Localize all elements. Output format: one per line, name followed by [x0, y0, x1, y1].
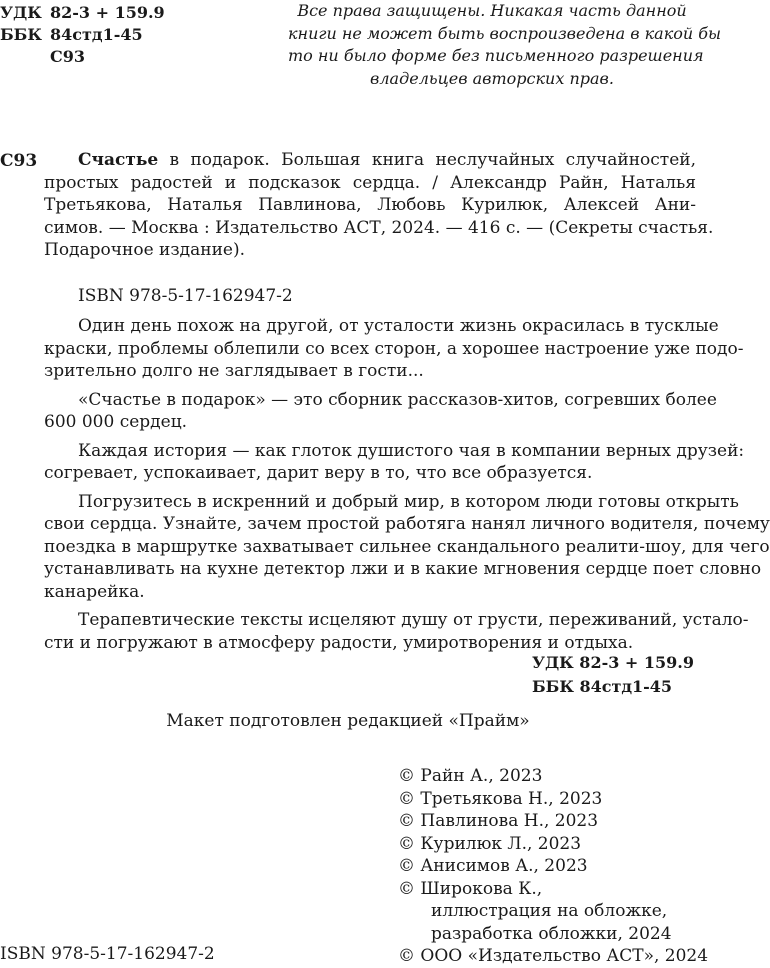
- bbk-row: [0, 24, 165, 46]
- annotation-line: краски, проблемы облепили со всех сторон, а хорошее настроение уже подо-: [44, 338, 744, 359]
- rights-line: то ни было форме без письменного разрешения: [288, 46, 704, 65]
- annotation-line: сти и погружают в атмосферу радости, умиротворения и отдыха.: [44, 632, 634, 653]
- copyright-line: © Анисимов А., 2023: [398, 856, 588, 876]
- bbk-key: ББК: [0, 25, 42, 44]
- annotation: [44, 315, 770, 654]
- copyright-line: © Широкова К.,: [398, 878, 543, 899]
- classification-codes-top: [0, 2, 165, 68]
- annotation-line: Погрузитесь в искренний и добрый мир, в котором люди готовы открыть: [78, 491, 739, 512]
- annotation-line: поездка в маршрутке захватывает сильнее скандального реалити-шоу, для чего: [44, 536, 770, 557]
- rights-line: книги не может быть воспроизведена в какой бы: [288, 23, 722, 43]
- rights-line: владельцев авторских прав.: [370, 68, 614, 88]
- annotation-line: Каждая история — как глоток душистого чая в компании верных друзей:: [78, 440, 745, 461]
- layout-note: Макет подготовлен редакцией «Прайм»: [166, 711, 530, 731]
- copyright-line: © Павлинова Н., 2023: [398, 811, 599, 831]
- annotation-line: 600 000 сердец.: [44, 412, 188, 432]
- biblio-line: простых радостей и подсказок сердца. / Александр Райн, Наталья: [44, 172, 696, 193]
- copyright-line: иллюстрация на обложке,: [431, 901, 668, 921]
- bbk-code: ББК 84стд1-45: [531, 677, 673, 696]
- biblio-line: Подарочное издание).: [44, 240, 246, 260]
- udk-row: [0, 2, 165, 24]
- udk-key: УДК: [0, 3, 42, 22]
- copyright-line: © Райн А., 2023: [398, 766, 543, 786]
- rights-line: Все права защищены. Никакая часть данной: [297, 1, 687, 20]
- udk-value: 82-3 + 159.9: [50, 3, 165, 22]
- annotation-line: «Счастье в подарок» — это сборник рассказов-хитов, согревших более: [78, 389, 717, 410]
- isbn-middle: ISBN 978-5-17-162947-2: [78, 286, 293, 306]
- author-mark: С93: [0, 151, 38, 171]
- annotation-line: Терапевтические тексты исцеляют душу от грусти, переживаний, устало-: [78, 610, 749, 630]
- copyright-line: © ООО «Издательство АСТ», 2024: [398, 946, 709, 966]
- annotation-line: зрительно долго не заглядывает в гости...: [44, 361, 424, 381]
- copyright-line: разработка обложки, 2024: [431, 923, 672, 944]
- biblio-line1-rest: в подарок. Большая книга неслучайных случайностей,: [158, 150, 696, 170]
- isbn-bottom: ISBN 978-5-17-162947-2: [0, 944, 215, 964]
- bbk-value: 84стд1-45: [50, 25, 143, 44]
- author-code-key: [0, 46, 50, 68]
- copyright-line: © Курилюк Л., 2023: [398, 833, 582, 854]
- author-code-row: [0, 46, 165, 68]
- biblio-line: симов. — Москва : Издательство АСТ, 2024. — 416 с. — (Секреты счастья.: [44, 217, 714, 238]
- udk-code: УДК 82-3 + 159.9: [531, 653, 694, 672]
- annotation-line: канарейка.: [44, 581, 145, 602]
- biblio-line: Третьякова, Наталья Павлинова, Любовь Курилюк, Алексей Ани-: [44, 195, 696, 215]
- annotation-line: согревает, успокаивает, дарит веру в то, что все образуется.: [44, 463, 593, 483]
- book-title-bold: Счастье: [78, 150, 159, 170]
- annotation-line: устанавливать на кухне детектор лжи и в какие мгновения сердце поет словно: [44, 559, 762, 579]
- biblio-line: [44, 149, 696, 172]
- bibliographic-description: [44, 149, 714, 262]
- rights-notice: [288, 0, 722, 90]
- annotation-line: свои сердца. Узнайте, зачем простой работяга нанял личного водителя, почему: [44, 514, 770, 534]
- classification-codes-bottom: [532, 651, 694, 699]
- copyright-line: © Третьякова Н., 2023: [398, 788, 603, 809]
- copyright-block: [398, 765, 708, 968]
- annotation-line: Один день похож на другой, от усталости жизнь окрасилась в тусклые: [78, 316, 719, 336]
- author-code-value: С93: [50, 47, 85, 66]
